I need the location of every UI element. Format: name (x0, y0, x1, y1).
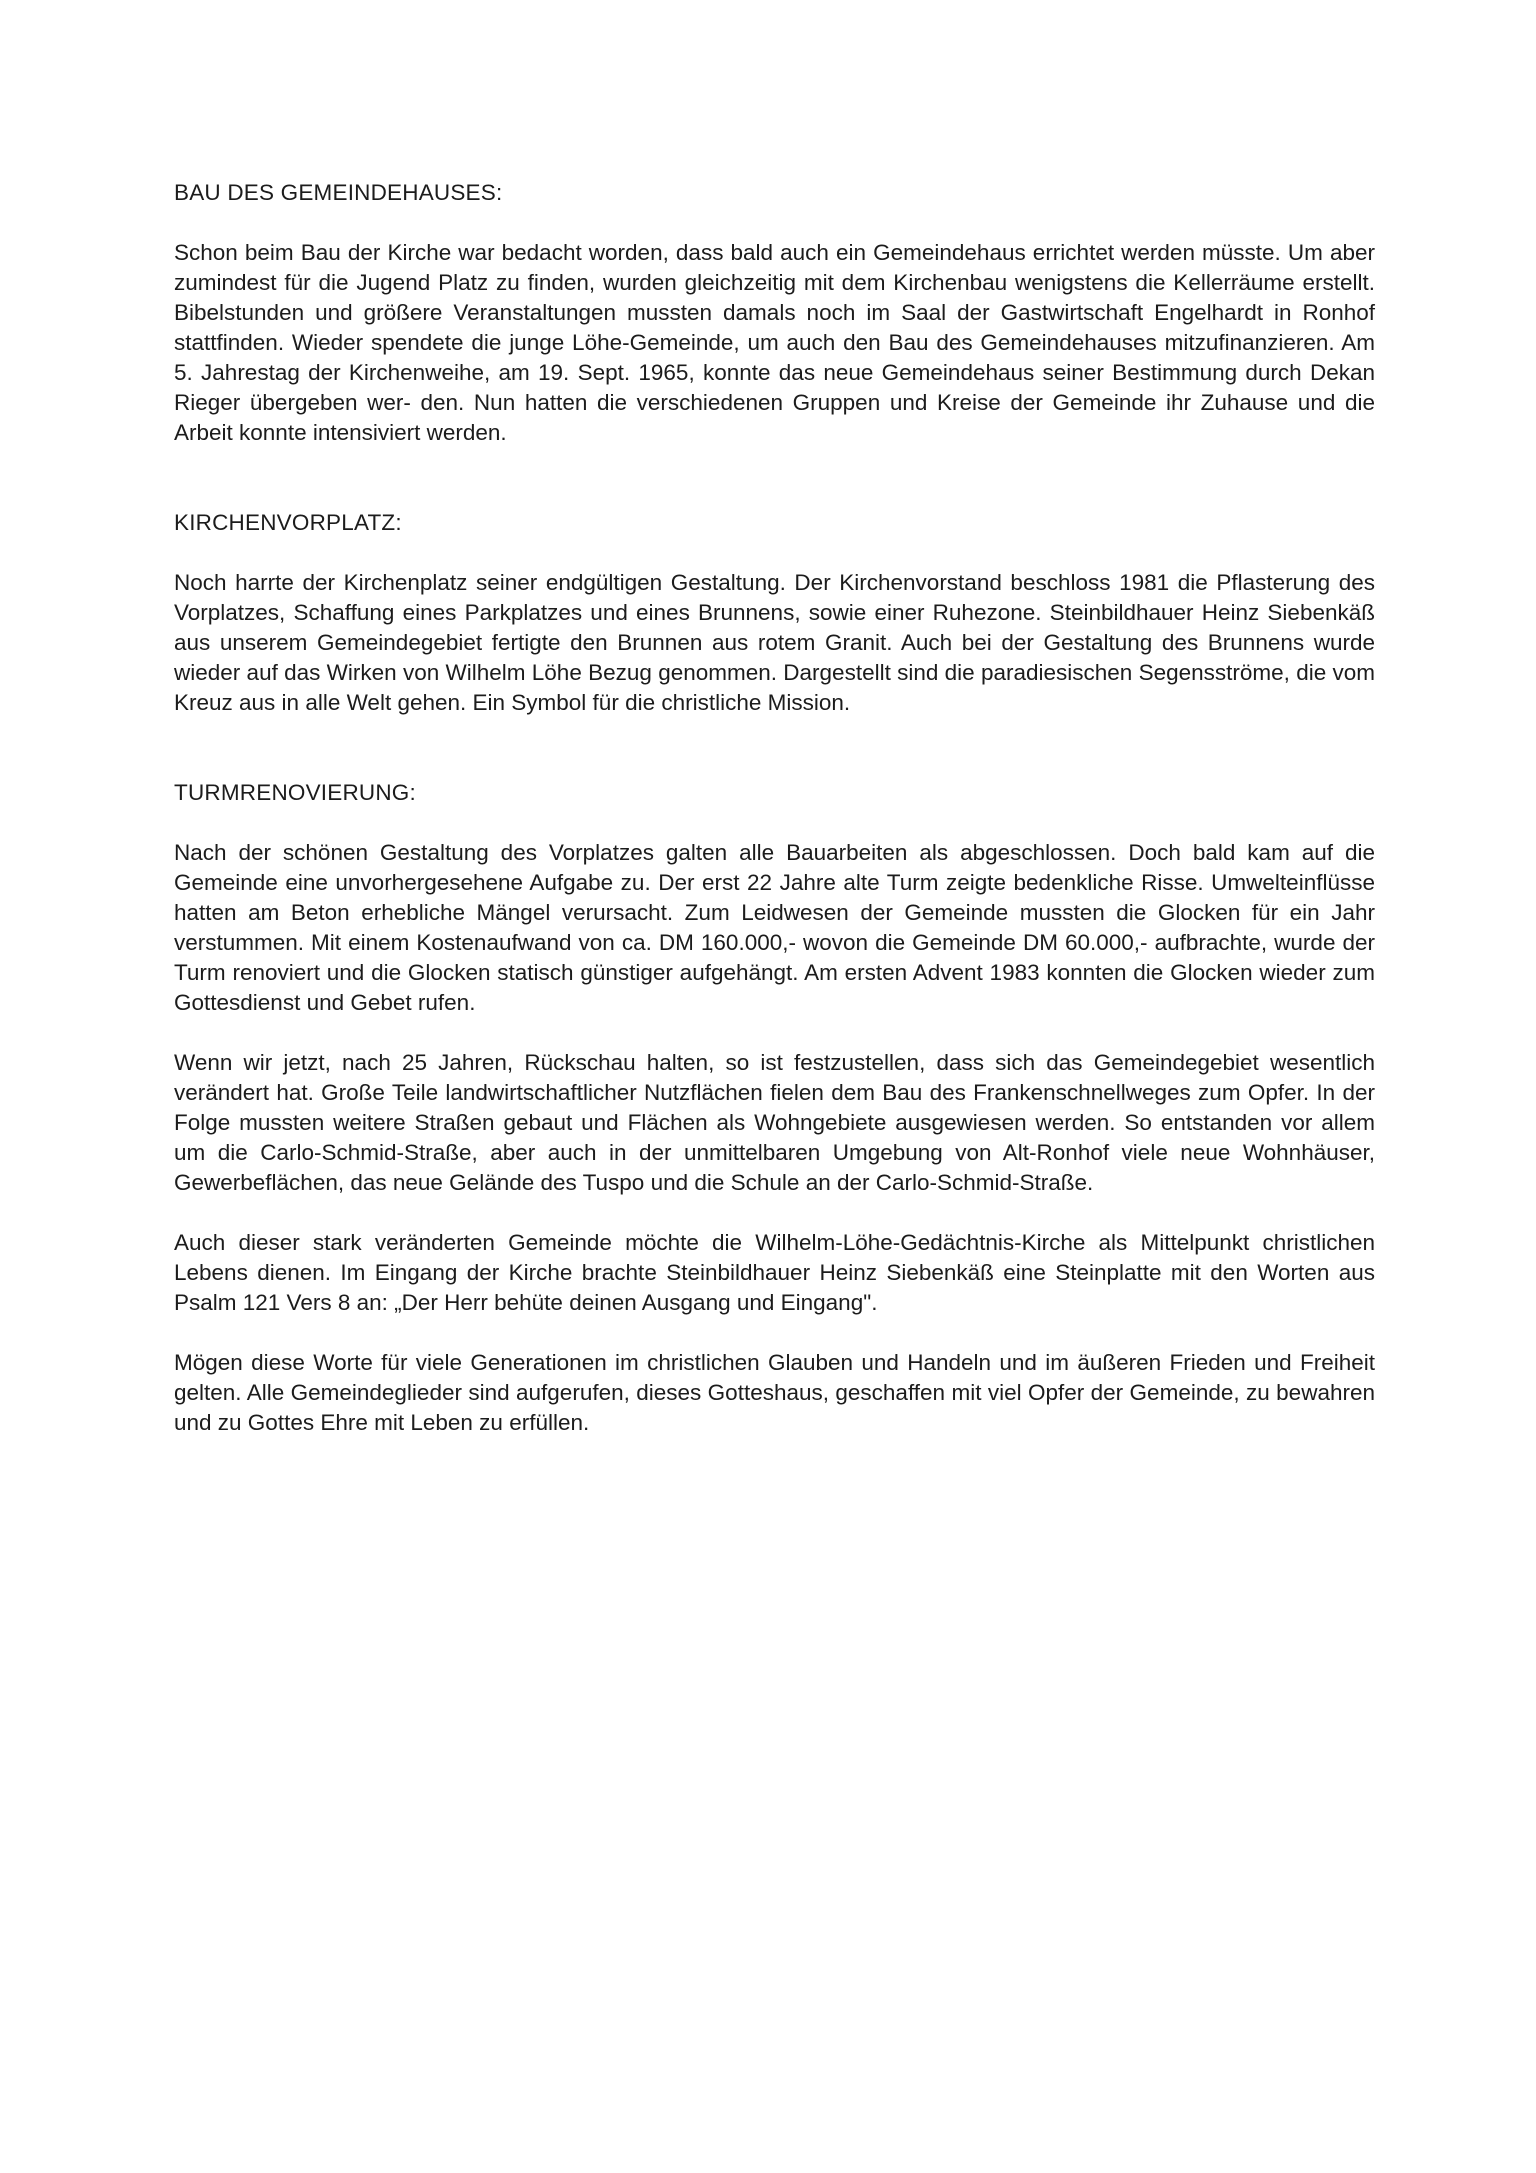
document-content (174, 178, 1375, 1438)
paragraph: Noch harrte der Kirchenplatz seiner endgültigen Gestaltung. Der Kirchenvorstand beschloss 1981 die Pflasterung des Vorplatzes, Schaffung eines Parkplatzes und eines Brunnens, sowie einer Ruhezone. Steinbildhauer Heinz Siebenkäß aus unserem Gemeindegebiet fertigte den Brunnen aus rotem Granit. Auch bei der Gestaltung des Brunnens wurde wieder auf das Wirken von Wilhelm Löhe Bezug genommen. Dargestellt sind die paradiesischen Segensströme, die vom Kreuz aus in alle Welt gehen. Ein Symbol für die christliche Mission. (174, 570, 1375, 715)
section-heading-turmrenovierung: TURMRENOVIERUNG: (174, 780, 416, 805)
paragraph: Mögen diese Worte für viele Generationen im christlichen Glauben und Handeln und im äußeren Frieden und Freiheit gelten. Alle Gemeindeglieder sind aufgerufen, dieses Gotteshaus, geschaffen mit viel Opfer der Gemeinde, zu bewahren und zu Gottes Ehre mit Leben zu erfüllen. (174, 1350, 1375, 1435)
paragraph: Auch dieser stark veränderten Gemeinde möchte die Wilhelm-Löhe-Gedächtnis-Kirche als Mittelpunkt christlichen Lebens dienen. Im Eingang der Kirche brachte Steinbildhauer Heinz Siebenkäß eine Steinplatte mit den Worten aus Psalm 121 Vers 8 an: „Der Herr behüte deinen Ausgang und Eingang". (174, 1230, 1375, 1315)
section-heading-gemeindehaus: BAU DES GEMEINDEHAUSES: (174, 180, 503, 205)
paragraph: Schon beim Bau der Kirche war bedacht worden, dass bald auch ein Gemeindehaus errichtet werden müsste. Um aber zumindest für die Jugend Platz zu finden, wurden gleichzeitig mit dem Kirchenbau wenigstens die Kellerräume erstellt. Bibelstunden und größere Veranstaltungen mussten damals noch im Saal der Gastwirtschaft Engelhardt in Ronhof stattfinden. Wieder spendete die junge Löhe-Gemeinde, um auch den Bau des Gemeindehauses mitzufinanzieren. Am 5. Jahrestag der Kirchenweihe, am 19. Sept. 1965, konnte das neue Gemeindehaus seiner Bestimmung durch Dekan Rieger übergeben wer- den. Nun hatten die verschiedenen Gruppen und Kreise der Gemeinde ihr Zuhause und die Arbeit konnte intensiviert werden. (174, 240, 1375, 445)
paragraph: Wenn wir jetzt, nach 25 Jahren, Rückschau halten, so ist festzustellen, dass sich das Gemeindegebiet wesentlich verändert hat. Große Teile landwirtschaftlicher Nutzflächen fielen dem Bau des Frankenschnellweges zum Opfer. In der Folge mussten weitere Straßen gebaut und Flächen als Wohngebiete ausgewiesen werden. So entstanden vor allem um die Carlo-Schmid-Straße, aber auch in der unmittelbaren Umgebung von Alt-Ronhof viele neue Wohnhäuser, Gewerbeflächen, das neue Gelände des Tuspo und die Schule an der Carlo-Schmid-Straße. (174, 1050, 1375, 1195)
section-heading-kirchenvorplatz: KIRCHENVORPLATZ: (174, 510, 402, 535)
paragraph: Nach der schönen Gestaltung des Vorplatzes galten alle Bauarbeiten als abgeschlossen. Doch bald kam auf die Gemeinde eine unvorhergesehene Aufgabe zu. Der erst 22 Jahre alte Turm zeigte bedenkliche Risse. Umwelteinflüsse hatten am Beton erhebliche Mängel verursacht. Zum Leidwesen der Gemeinde mussten die Glocken für ein Jahr verstummen. Mit einem Kostenaufwand von ca. DM 160.000,- wovon die Gemeinde DM 60.000,- aufbrachte, wurde der Turm renoviert und die Glocken statisch günstiger aufgehängt. Am ersten Advent 1983 konnten die Glocken wieder zum Gottesdienst und Gebet rufen. (174, 840, 1375, 1015)
